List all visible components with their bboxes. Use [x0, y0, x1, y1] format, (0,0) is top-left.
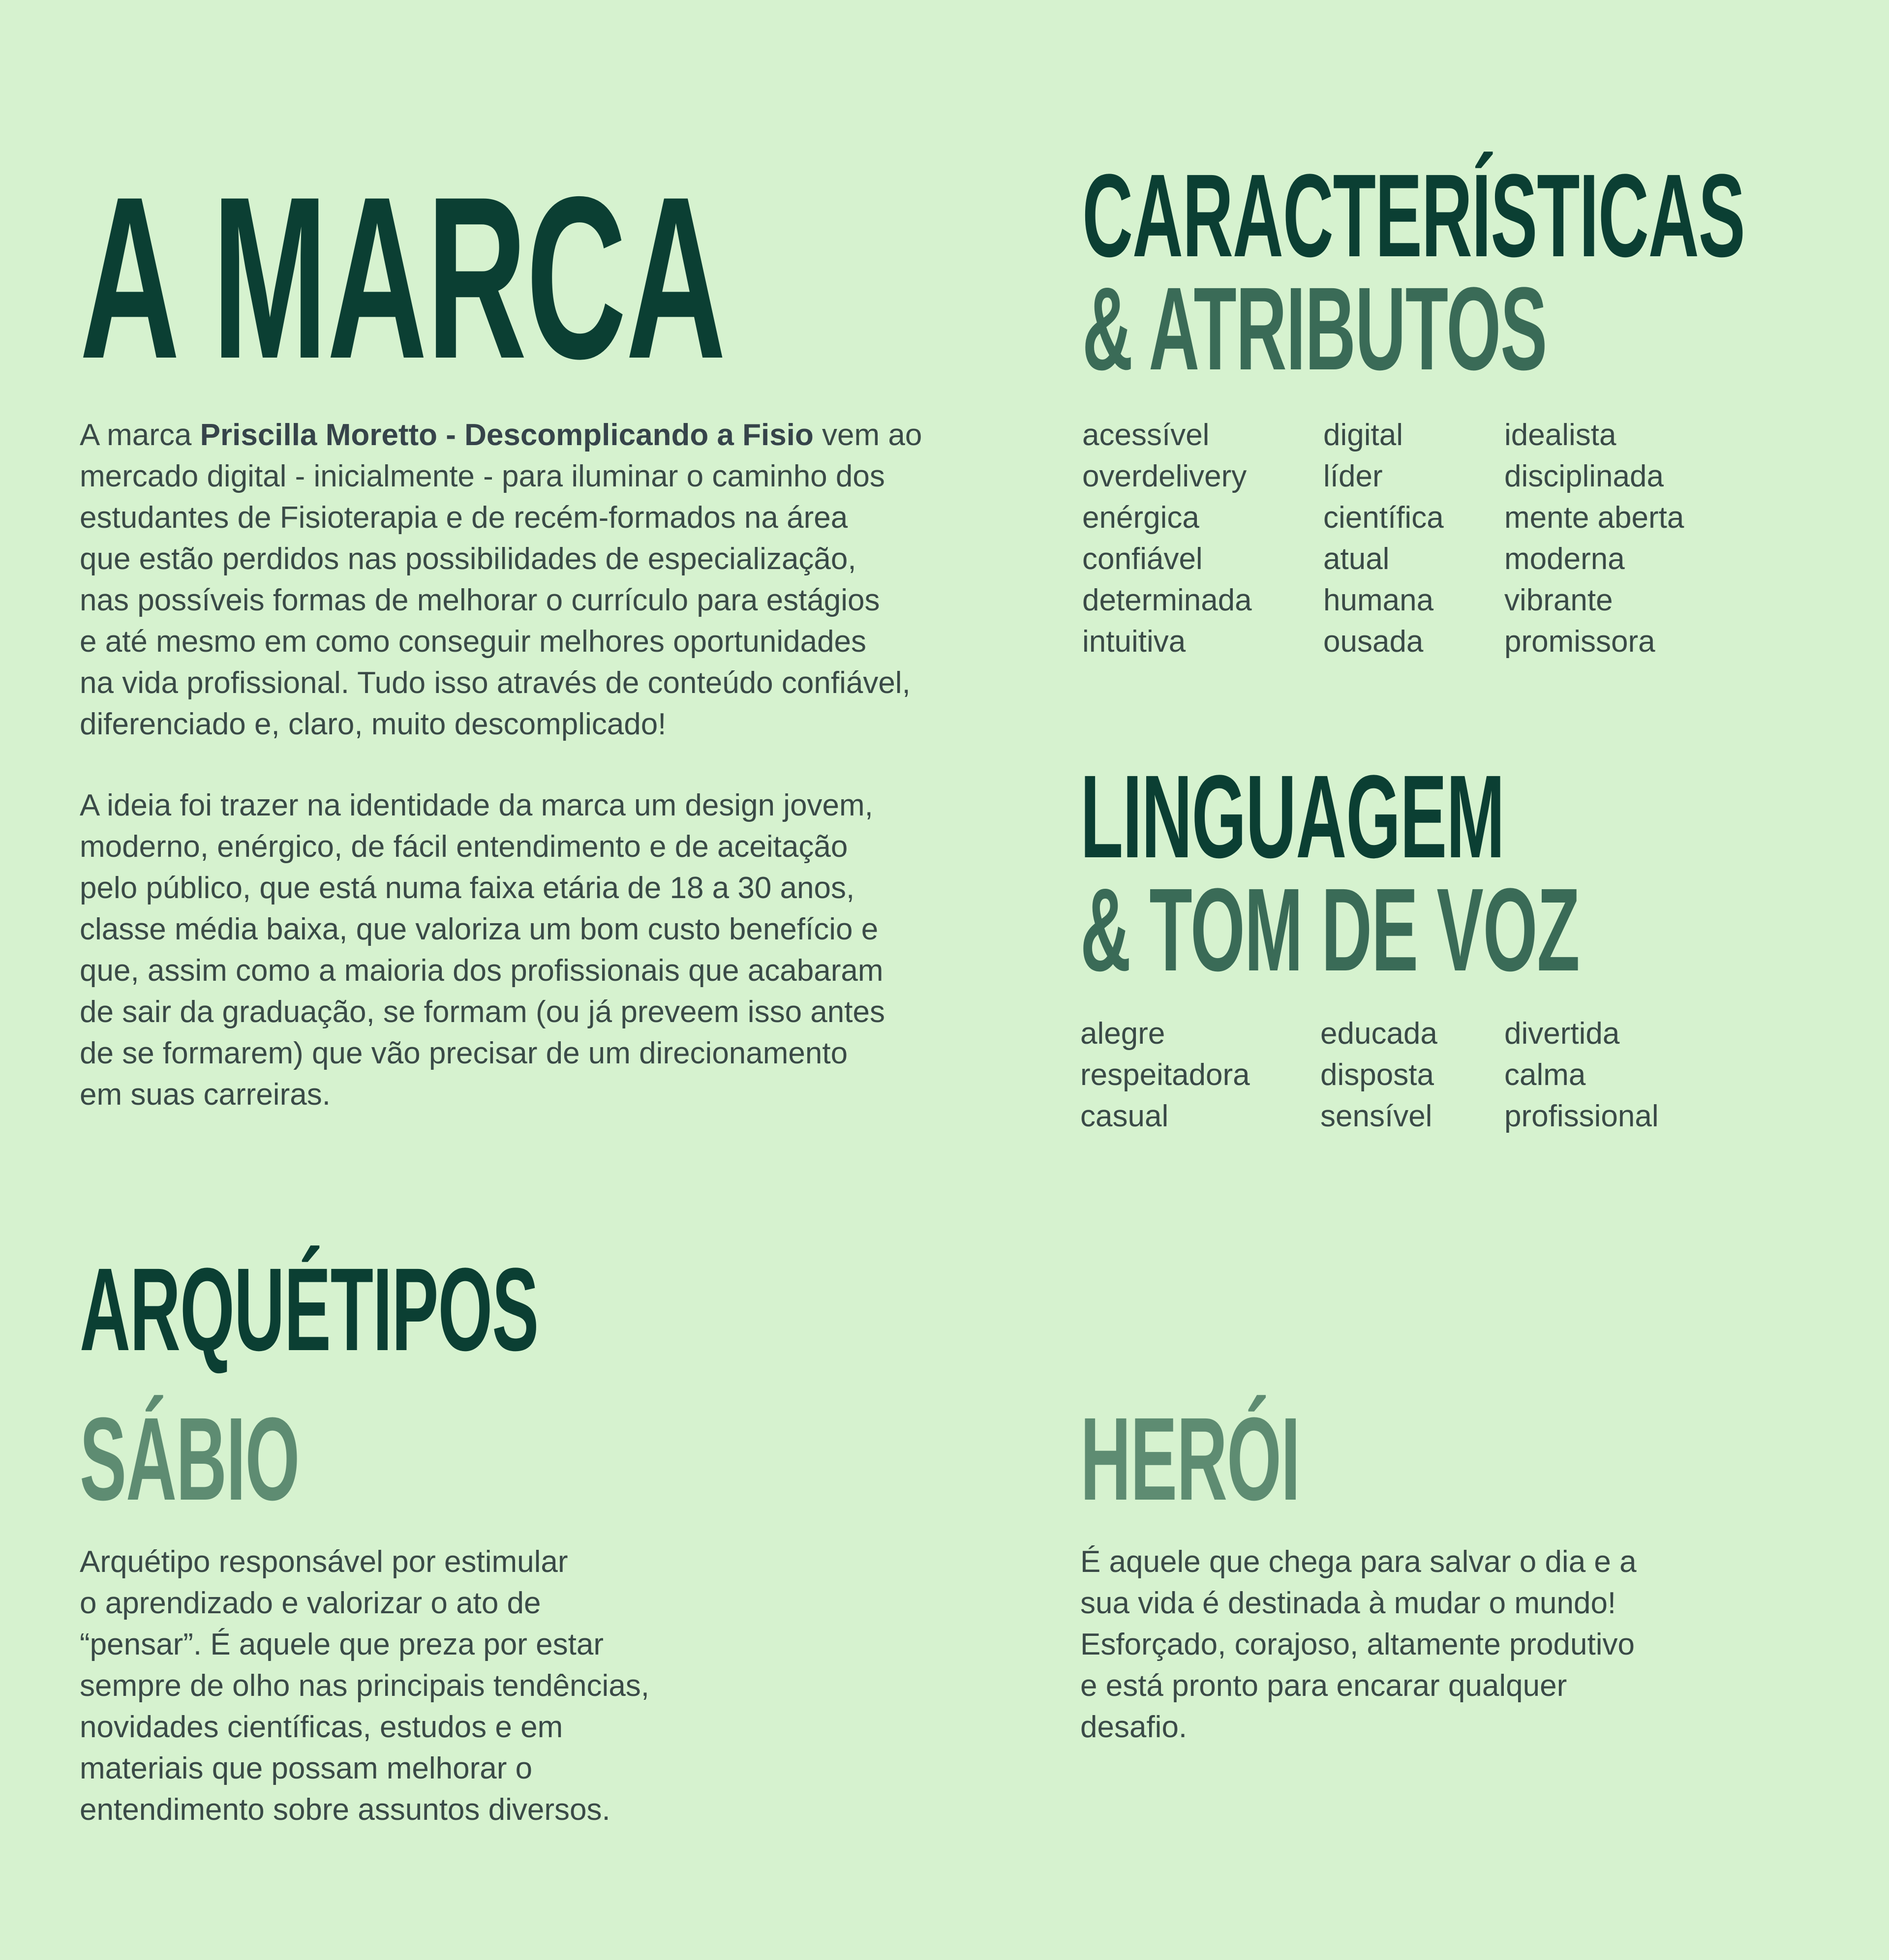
sabio-description-line: sempre de olho nas principais tendências,	[80, 1669, 650, 1703]
linguagem-column-2	[1320, 1013, 1437, 1137]
marca-paragraph-1-line: mercado digital - inicialmente - para iluminar o caminho dos	[80, 459, 885, 493]
tone-word: disposta	[1320, 1058, 1434, 1092]
marca-paragraph-2-line: A ideia foi trazer na identidade da marca um design jovem,	[80, 788, 873, 822]
caracteristicas-title-line-1: CARACTERÍSTICAS	[1082, 150, 1745, 281]
attribute-word: intuitiva	[1082, 625, 1186, 659]
sabio-description-line: materiais que possam melhorar o	[80, 1751, 533, 1785]
attribute-word: acessível	[1082, 418, 1210, 452]
tone-word: calma	[1504, 1058, 1586, 1092]
tone-word: sensível	[1320, 1099, 1432, 1133]
heroi-description-line: e está pronto para encarar qualquer	[1080, 1669, 1567, 1703]
attribute-word: humana	[1323, 583, 1434, 617]
tone-word: casual	[1080, 1099, 1169, 1133]
attribute-word: vibrante	[1504, 583, 1613, 617]
tone-word: alegre	[1080, 1017, 1165, 1051]
heroi-description-line: sua vida é destinada à mudar o mundo!	[1080, 1586, 1616, 1620]
marca-paragraph-2-line: pelo público, que está numa faixa etária de 18 a 30 anos,	[80, 871, 855, 905]
tone-word: respeitadora	[1080, 1058, 1250, 1092]
marca-paragraph-1-line: estudantes de Fisioterapia e de recém-formados na área	[80, 501, 848, 535]
sabio-description-line: “pensar”. É aquele que preza por estar	[80, 1628, 604, 1661]
arquetipos-title: ARQUÉTIPOS	[80, 1243, 539, 1375]
sabio-description	[80, 1541, 649, 1831]
linguagem-column-1	[1080, 1013, 1250, 1137]
marca-paragraph-2-line: de se formarem) que vão precisar de um direcionamento	[80, 1036, 848, 1070]
linguagem-column-3	[1504, 1013, 1659, 1137]
attribute-word: determinada	[1082, 583, 1252, 617]
attribute-word: digital	[1323, 418, 1403, 452]
attribute-word: moderna	[1504, 542, 1625, 576]
marca-paragraph-1-line: na vida profissional. Tudo isso através de conteúdo confiável,	[80, 666, 911, 700]
caracteristicas-title-line-2: & ATRIBUTOS	[1082, 263, 1547, 394]
marca-paragraph-2-line: de sair da graduação, se formam (ou já preveem isso antes	[80, 995, 885, 1029]
sabio-description-line: o aprendizado e valorizar o ato de	[80, 1586, 541, 1620]
marca-paragraph-2-line: classe média baixa, que valoriza um bom custo benefício e	[80, 912, 879, 946]
attribute-word: líder	[1323, 459, 1383, 493]
brand-name: Priscilla Moretto - Descomplicando a Fisio	[200, 418, 814, 452]
marca-paragraph-2-line: moderno, enérgico, de fácil entendimento e de aceitação	[80, 830, 848, 864]
marca-title: A MARCA	[80, 149, 726, 407]
marca-paragraph-2-line: em suas carreiras.	[80, 1078, 331, 1112]
marca-paragraph-1	[80, 415, 922, 745]
marca-paragraph-1-line: diferenciado e, claro, muito descomplicado!	[80, 707, 667, 741]
heroi-description-line: Esforçado, corajoso, altamente produtivo	[1080, 1628, 1635, 1661]
marca-paragraph-1-line: que estão perdidos nas possibilidades de especialização,	[80, 542, 856, 576]
marca-paragraph-2	[80, 785, 885, 1116]
heroi-description-line: É aquele que chega para salvar o dia e a	[1080, 1545, 1637, 1579]
attribute-word: idealista	[1504, 418, 1616, 452]
attribute-word: promissora	[1504, 625, 1655, 659]
marca-paragraph-1-line-1: A marca Priscilla Moretto - Descomplicando a Fisio vem ao	[80, 418, 922, 452]
marca-paragraph-1-line: e até mesmo em como conseguir melhores oportunidades	[80, 625, 867, 659]
sabio-title: SÁBIO	[80, 1393, 300, 1525]
tone-word: divertida	[1504, 1017, 1620, 1051]
tone-word: educada	[1320, 1017, 1437, 1051]
heroi-description-line: desafio.	[1080, 1710, 1188, 1744]
linguagem-title-line-1: LINGUAGEM	[1080, 751, 1504, 882]
linguagem-title-line-2: & TOM DE VOZ	[1080, 864, 1580, 995]
sabio-description-line: Arquétipo responsável por estimular	[80, 1545, 568, 1579]
caracteristicas-column-3	[1504, 415, 1684, 663]
caracteristicas-column-2	[1323, 415, 1444, 663]
marca-paragraph-2-line: que, assim como a maioria dos profissionais que acabaram	[80, 954, 884, 988]
heroi-description	[1080, 1541, 1637, 1748]
attribute-word: overdelivery	[1082, 459, 1247, 493]
tone-word: profissional	[1504, 1099, 1659, 1133]
attribute-word: ousada	[1323, 625, 1424, 659]
attribute-word: científica	[1323, 501, 1444, 535]
attribute-word: enérgica	[1082, 501, 1199, 535]
caracteristicas-column-1	[1082, 415, 1252, 663]
attribute-word: confiável	[1082, 542, 1203, 576]
heroi-title: HERÓI	[1080, 1393, 1300, 1525]
sabio-description-line: novidades científicas, estudos e em	[80, 1710, 563, 1744]
attribute-word: disciplinada	[1504, 459, 1664, 493]
sabio-description-line: entendimento sobre assuntos diversos.	[80, 1793, 610, 1827]
attribute-word: mente aberta	[1504, 501, 1684, 535]
attribute-word: atual	[1323, 542, 1390, 576]
marca-paragraph-1-line: nas possíveis formas de melhorar o currículo para estágios	[80, 583, 880, 617]
